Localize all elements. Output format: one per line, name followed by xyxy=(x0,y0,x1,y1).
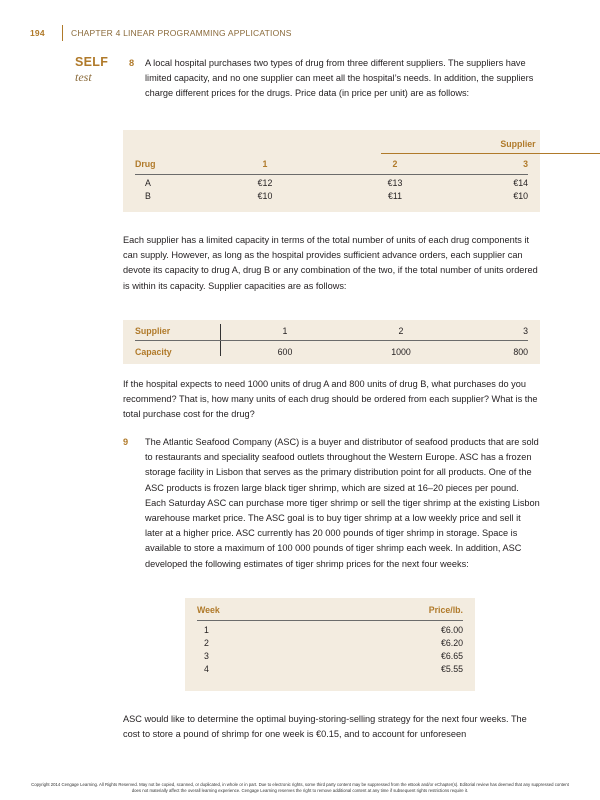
week-cell: 4 xyxy=(204,664,209,674)
self-test-line1: SELF xyxy=(75,55,109,69)
capacity-paragraph: Each supplier has a limited capacity in terms of the total number of units of each drug components it can supply. However, as long as the hospital provides sufficient advance orders, each supplier can devote its capacity to drug A, drug B or any combination of the two, if the total number of units ordered is within its capacity. Supplier capacities are as follows: xyxy=(123,235,538,291)
self-test-label xyxy=(75,55,108,85)
capacity-value: 800 xyxy=(513,347,528,357)
drug-name: B xyxy=(145,191,151,201)
capacity-row-label: Capacity xyxy=(135,347,172,357)
drug-price-table xyxy=(123,130,540,212)
table-row xyxy=(185,625,475,638)
question-9-text: The Atlantic Seafood Company (ASC) is a buyer and distributor of seafood products that are sold to restaurants and speciality seafood outlets throughout the Western Europe. ASC has a frozen storage facility in Lisbon that serves as the primary distribution point for all products. One of the ASC products is frozen large black tiger shrimp, which are sized at 16–20 pieces per pound. Each Saturday ASC can purchase more tiger shrimp or sell the tiger shrimp at the existing Lisbon warehouse market price. The ASC goal is to buy tiger shrimp at a low weekly price and sell it later at a higher price. ASC currently has 20 000 pounds of tiger shrimp in storage. Space is available to store a maximum of 100 000 pounds of tiger shrimp each week. In addition, ASC developed the following estimates of tiger shrimp prices for the next four weeks: xyxy=(145,437,540,569)
question-8-number: 8 xyxy=(129,58,135,68)
table-row xyxy=(123,178,540,191)
supplier-number: 2 xyxy=(398,326,404,336)
week-cell: 2 xyxy=(204,638,209,648)
question-9-number: 9 xyxy=(123,437,129,447)
table-row xyxy=(185,664,475,677)
price-cell: €6.00 xyxy=(440,625,463,635)
price-cell: €12 xyxy=(257,178,273,188)
question-9-continuation: ASC would like to determine the optimal buying-storing-selling strategy for the next four weeks. The cost to store a pound of shrimp for one week is €0.15, and to account for unforeseen xyxy=(123,714,527,740)
week-cell: 1 xyxy=(204,625,209,635)
price-column-header: Price/lb. xyxy=(428,605,463,615)
drug-column-header: Drug xyxy=(135,159,156,169)
capacity-value: 600 xyxy=(277,347,293,357)
price-cell: €5.55 xyxy=(440,664,463,674)
chapter-title: CHAPTER 4 LINEAR PROGRAMMING APPLICATIONS xyxy=(71,28,292,38)
header-rule xyxy=(197,620,463,621)
capacity-value: 1000 xyxy=(391,347,411,357)
supplier-3-header: 3 xyxy=(523,159,528,169)
week-cell: 3 xyxy=(204,651,209,661)
header-divider xyxy=(62,25,63,41)
supplier-row-label: Supplier xyxy=(135,326,171,336)
supplier-1-header: 1 xyxy=(262,159,268,169)
header-rule xyxy=(135,174,528,175)
question-8-intro: A local hospital purchases two types of drug from three different suppliers. The suppliers have limited capacity, and no one supplier can meet all the hospital’s needs. In addition, the suppliers charge different prices for the drugs. Price data (in price per unit) are as follows: xyxy=(145,58,534,99)
price-cell: €6.20 xyxy=(440,638,463,648)
week-column-header: Week xyxy=(197,605,220,615)
supplier-header-rule xyxy=(381,153,600,154)
shrimp-price-table xyxy=(185,598,475,691)
price-cell: €6.65 xyxy=(440,651,463,661)
price-cell: €10 xyxy=(513,191,528,201)
table-row xyxy=(185,651,475,664)
copyright-footer: Copyright 2014 Cengage Learning. All Rights Reserved. May not be copied, scanned, or duplicated, in whole or in part. Due to electronic rights, some third party content may be suppressed from the eBook and/or eChapter(s). Editorial review has deemed that any suppressed content does not materially affect the overall learning experience. Cengage Learning reserves the right to remove additional content at any time if subsequent rights restrictions require it. xyxy=(31,782,569,793)
drug-name: A xyxy=(145,178,151,188)
supplier-header: Supplier xyxy=(500,139,536,149)
price-cell: €14 xyxy=(513,178,528,188)
price-cell: €13 xyxy=(387,178,403,188)
price-cell: €11 xyxy=(387,191,403,201)
supplier-number: 1 xyxy=(282,326,288,336)
supplier-2-header: 2 xyxy=(392,159,398,169)
question-8-ask: If the hospital expects to need 1000 units of drug A and 800 units of drug B, what purchases do you recommend? That is, how many units of each drug should be ordered from each supplier? What is the total purchase cost for the drug? xyxy=(123,379,538,420)
table-header-row xyxy=(123,159,540,173)
self-test-line2: test xyxy=(75,70,92,84)
table-row xyxy=(123,191,540,204)
supplier-number: 3 xyxy=(523,326,528,336)
page-number: 194 xyxy=(30,28,45,38)
running-header xyxy=(30,25,292,41)
price-cell: €10 xyxy=(257,191,273,201)
row-divider xyxy=(135,340,528,341)
table-row xyxy=(185,638,475,651)
supplier-capacity-table xyxy=(123,320,540,364)
